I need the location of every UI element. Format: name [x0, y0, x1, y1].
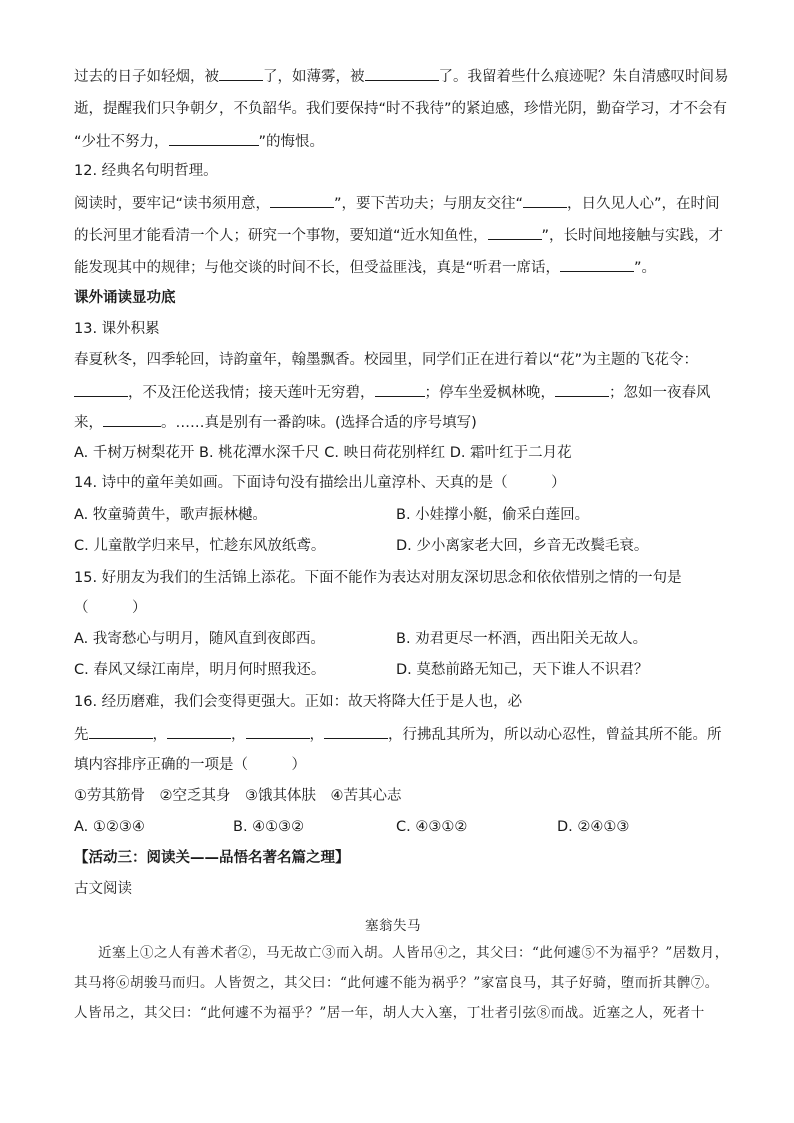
- question-12-line-2: [74, 225, 723, 246]
- fill-blank[interactable]: [488, 225, 542, 240]
- question-16-option-d[interactable]: D. ②④①③: [557, 819, 630, 835]
- text: ”的悔恨。: [258, 134, 325, 150]
- question-16-items: ①劳其筋骨 ②空乏其身 ③饿其体肤 ④苦其心志: [74, 788, 402, 804]
- fill-blank[interactable]: [169, 131, 259, 146]
- fill-blank[interactable]: [74, 382, 128, 397]
- classical-line-3: 人皆吊之，其父曰：“此何遽不为福乎？”居一年，胡人大入塞，丁壮者引弦⑧而战。近塞之人，死者十: [74, 1005, 705, 1021]
- fill-blank[interactable]: [555, 382, 609, 397]
- text: 的长河里才能看清一个人；研究一个事物，要知道“近水知鱼性，: [74, 228, 488, 244]
- question-15-option-d[interactable]: D. 莫愁前路无知己，天下谁人不识君？: [396, 662, 649, 678]
- classical-line-1: 近塞上①之人有善术者②，马无故亡③而入胡。人皆吊④之，其父曰：“此何遽⑤不为福乎？”居数月，: [98, 945, 729, 961]
- text: 了。我留着些什么痕迹呢？朱自清感叹时间易: [438, 69, 729, 85]
- question-15-option-b[interactable]: B. 劝君更尽一杯酒，西出阳关无故人。: [396, 631, 648, 647]
- fill-blank[interactable]: [103, 412, 161, 427]
- question-13-line-1: 春夏秋冬，四季轮回，诗韵童年，翰墨飘香。校园里，同学们正在进行着以“花”为主题的飞花令：: [74, 352, 699, 368]
- question-13-title: 13. 课外积累: [74, 321, 160, 337]
- question-12-line-1: [74, 193, 720, 214]
- text: ，不及汪伦送我情；接天莲叶无穷碧，: [128, 385, 375, 401]
- fill-blank[interactable]: [89, 724, 153, 739]
- question-13-line-3: [74, 412, 477, 433]
- question-14-option-a[interactable]: A. 牧童骑黄牛，歌声振林樾。: [74, 507, 267, 523]
- text: 过去的日子如轻烟，被: [74, 69, 219, 85]
- section-heading: 课外诵读显功底: [74, 290, 176, 306]
- text: 先: [74, 727, 89, 743]
- activity-heading: 【活动三：阅读关——品悟名著名篇之理】: [74, 850, 350, 866]
- question-16-option-a[interactable]: A. ①②③④: [74, 819, 145, 835]
- passage-line-3: [74, 131, 324, 152]
- text: ，行拂乱其所为，所以动心忍性，曾益其所不能。所: [388, 727, 722, 743]
- question-15-option-c[interactable]: C. 春风又绿江南岸，明月何时照我还。: [74, 662, 326, 678]
- text: 阅读时，要牢记“读书须用意，: [74, 196, 271, 212]
- question-15-title: 15. 好朋友为我们的生活锦上添花。下面不能作为表达对朋友深切思念和依依惜别之情的一句是: [74, 570, 682, 586]
- text: ”。: [634, 260, 657, 276]
- classical-line-2: 其马将⑥胡骏马而归。人皆贺之，其父曰：“此何遽不能为祸乎？”家富良马，其子好骑，堕而折其髀⑦。: [74, 975, 719, 991]
- question-14-option-d[interactable]: D. 少小离家老大回，乡音无改鬓毛衰。: [396, 538, 649, 554]
- question-14-option-b[interactable]: B. 小娃撑小艇，偷采白莲回。: [396, 507, 590, 523]
- text: ”，长时间地接触与实践，才: [541, 228, 724, 244]
- question-12-line-3: [74, 257, 656, 278]
- fill-blank[interactable]: [523, 193, 567, 208]
- text: ”，要下苦功夫；与朋友交往“: [334, 196, 524, 212]
- fill-blank[interactable]: [375, 382, 425, 397]
- question-15-paren: （ ）: [74, 600, 147, 616]
- classical-reading-label: 古文阅读: [74, 881, 132, 897]
- text: 来，: [74, 415, 103, 431]
- question-16-line-3: 填内容排序正确的一项是（ ）: [74, 757, 306, 773]
- passage-line-1: [74, 66, 729, 87]
- question-16-option-b[interactable]: B. ④①③②: [233, 819, 305, 835]
- text: ；停车坐爱枫林晚，: [424, 385, 555, 401]
- question-14-title: 14. 诗中的童年美如画。下面诗句没有描绘出儿童淳朴、天真的是（ ）: [74, 475, 566, 491]
- text: 了，如薄雾，被: [263, 69, 365, 85]
- text: ，日久见人心”，在时间: [567, 196, 720, 212]
- fill-blank[interactable]: [560, 257, 634, 272]
- fill-blank[interactable]: [324, 724, 388, 739]
- fill-blank[interactable]: [219, 66, 263, 81]
- question-16-title: 16. 经历磨难，我们会变得更强大。正如：故天将降大任于是人也，必: [74, 694, 523, 710]
- text: “少壮不努力，: [74, 134, 169, 150]
- question-13-options: A. 千树万树梨花开 B. 桃花潭水深千尺 C. 映日荷花别样红 D. 霜叶红于二月花: [74, 445, 572, 461]
- passage-title: 塞翁失马: [365, 918, 421, 934]
- fill-blank[interactable]: [270, 193, 334, 208]
- fill-blank[interactable]: [246, 724, 310, 739]
- fill-blank[interactable]: [365, 66, 439, 81]
- question-14-option-c[interactable]: C. 儿童散学归来早，忙趁东风放纸鸢。: [74, 538, 326, 554]
- passage-line-2: 逝，提醒我们只争朝夕，不负韶华。我们要保持“时不我待”的紧迫感，珍惜光阴，勤奋学习，才不会有: [74, 101, 728, 117]
- question-16-line-2: 先 ， ， ， ，行拂乱其所为，所以动心忍性，曾益其所不能。所: [74, 724, 722, 745]
- question-16-option-c[interactable]: C. ④③①②: [396, 819, 468, 835]
- question-13-line-2: [74, 382, 711, 403]
- text: 能发现其中的规律；与他交谈的时间不长，但受益匪浅，真是“听君一席话，: [74, 260, 561, 276]
- fill-blank[interactable]: [167, 724, 231, 739]
- question-15-option-a[interactable]: A. 我寄愁心与明月，随风直到夜郎西。: [74, 631, 325, 647]
- question-12-title: 12. 经典名句明哲理。: [74, 163, 218, 179]
- text: ；忽如一夜春风: [609, 385, 711, 401]
- text: 。……真是别有一番韵味。(选择合适的序号填写): [161, 415, 477, 431]
